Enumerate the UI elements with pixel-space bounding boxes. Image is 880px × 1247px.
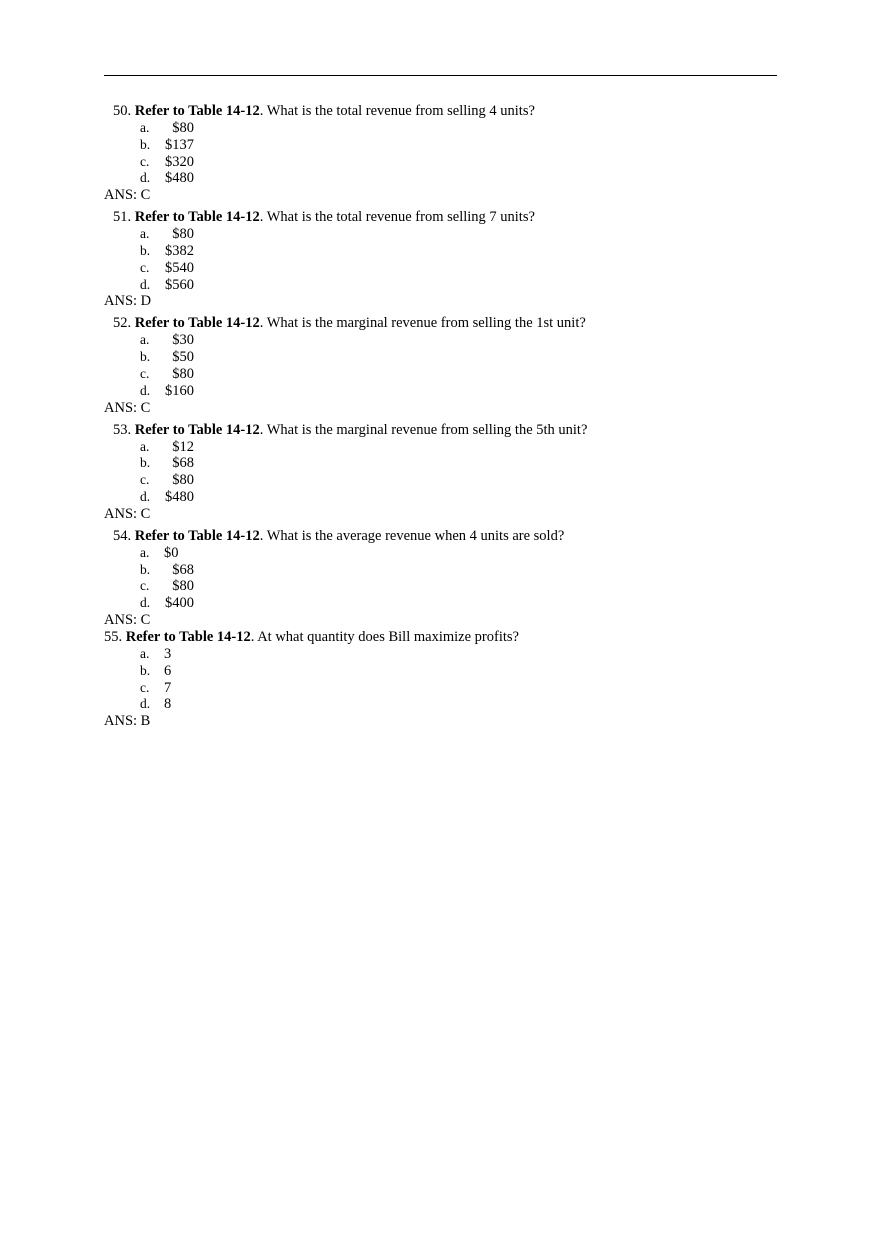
choice-d: d. $480 xyxy=(140,488,194,505)
choice-a: a. $12 xyxy=(140,438,194,455)
question-50 xyxy=(104,102,794,203)
question-list xyxy=(104,102,794,729)
answer-key: ANS: C xyxy=(104,187,151,204)
choice-list xyxy=(104,332,794,399)
header-rule xyxy=(104,75,777,76)
choice-c: c. $80 xyxy=(140,578,194,595)
question-stem xyxy=(104,527,794,545)
question-text: . What is the marginal revenue from selling the 5th unit? xyxy=(259,421,588,438)
choice-d: d. $480 xyxy=(140,170,194,187)
question-number: 50. xyxy=(113,103,132,119)
question-55 xyxy=(104,628,794,729)
question-number: 53. xyxy=(113,421,132,438)
answer-key: ANS: C xyxy=(104,611,151,628)
choice-b: b. $68 xyxy=(140,455,194,472)
answer-key: ANS: C xyxy=(104,399,151,416)
question-stem xyxy=(104,628,794,646)
choice-a: a. $80 xyxy=(140,120,194,136)
answer-key: ANS: C xyxy=(104,505,151,522)
choice-list xyxy=(104,226,794,293)
choice-a: a. $0 xyxy=(140,544,179,561)
table-reference: Refer to Table 14-12 xyxy=(134,103,260,119)
choice-a: a. 3 xyxy=(140,645,172,662)
question-text: . What is the marginal revenue from selling the 1st unit? xyxy=(259,315,586,332)
choice-a: a. $30 xyxy=(140,332,194,349)
question-stem xyxy=(104,314,794,332)
table-reference: Refer to Table 14-12 xyxy=(134,209,260,226)
choice-list xyxy=(104,120,794,187)
table-reference: Refer to Table 14-12 xyxy=(134,421,260,438)
choice-b: b. $50 xyxy=(140,349,194,366)
choice-list xyxy=(104,646,794,713)
question-number: 51. xyxy=(113,209,132,226)
choice-list xyxy=(104,545,794,612)
choice-d: d. $160 xyxy=(140,382,194,399)
question-number: 54. xyxy=(113,527,132,544)
question-text: . What is the total revenue from selling 4 units? xyxy=(259,103,535,119)
choice-a: a. $80 xyxy=(140,226,194,243)
question-number: 52. xyxy=(113,315,132,332)
answer-key: ANS: B xyxy=(104,713,151,730)
choice-d: d. 8 xyxy=(140,696,172,713)
question-stem xyxy=(104,208,794,226)
question-53 xyxy=(104,421,794,522)
table-reference: Refer to Table 14-12 xyxy=(134,315,260,332)
choice-d: d. $400 xyxy=(140,595,194,612)
answer-key: ANS: D xyxy=(104,293,152,310)
question-stem xyxy=(104,102,794,120)
question-text: . What is the average revenue when 4 units are sold? xyxy=(259,527,565,544)
choice-c: c. 7 xyxy=(140,679,172,696)
question-54 xyxy=(104,527,794,628)
choice-c: c. $80 xyxy=(140,365,194,382)
choice-d: d. $560 xyxy=(140,276,194,293)
table-reference: Refer to Table 14-12 xyxy=(134,527,260,544)
choice-b: b. 6 xyxy=(140,662,172,679)
question-stem xyxy=(104,421,794,439)
question-text: . What is the total revenue from selling 7 units? xyxy=(259,209,535,226)
choice-c: c. $320 xyxy=(140,153,194,170)
question-text: . At what quantity does Bill maximize profits? xyxy=(250,628,519,645)
choice-b: b. $137 xyxy=(140,136,194,153)
choice-list xyxy=(104,439,794,506)
choice-b: b. $68 xyxy=(140,561,194,578)
choice-b: b. $382 xyxy=(140,242,194,259)
question-51 xyxy=(104,208,794,309)
question-number: 55. xyxy=(104,628,123,645)
question-52 xyxy=(104,314,794,415)
choice-c: c. $540 xyxy=(140,259,194,276)
choice-c: c. $80 xyxy=(140,472,194,489)
table-reference: Refer to Table 14-12 xyxy=(125,628,251,645)
